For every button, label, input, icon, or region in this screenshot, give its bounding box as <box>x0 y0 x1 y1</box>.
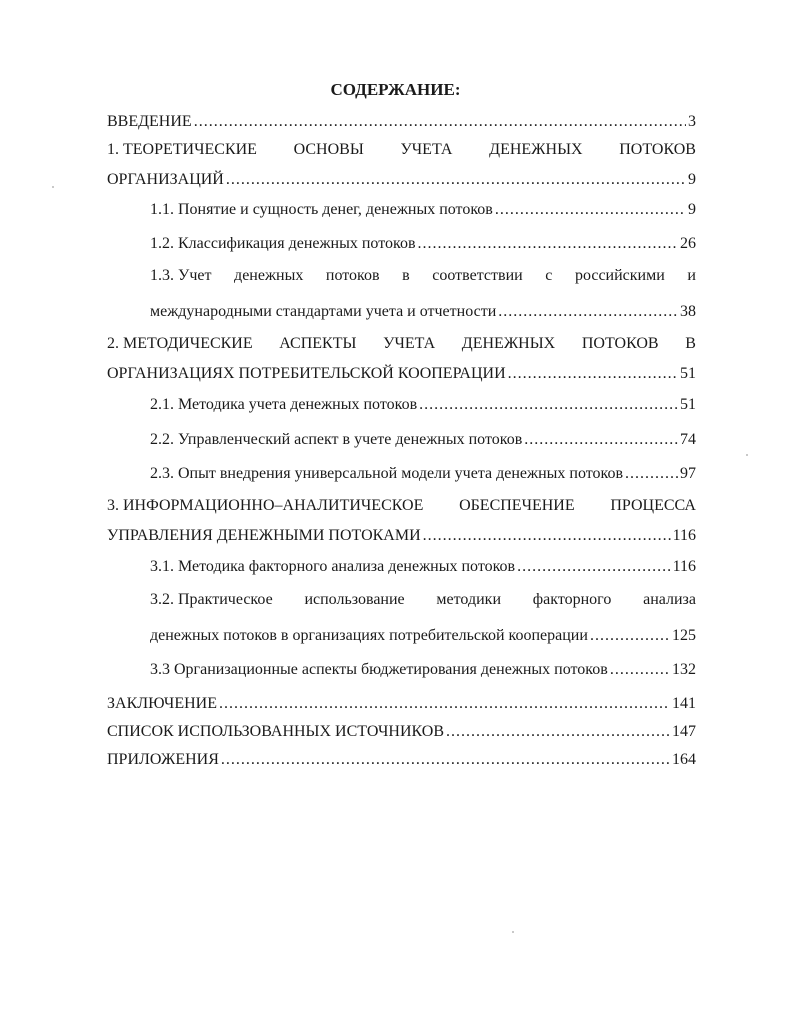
scan-speck <box>52 186 54 188</box>
page-number: 125 <box>672 627 696 644</box>
page-number: 51 <box>680 396 696 413</box>
toc-entry-3-2[interactable] <box>150 618 696 644</box>
dot-leader <box>419 397 678 413</box>
entry-text: 1.2. Классификация денежных потоков <box>150 235 416 252</box>
word: ДЕНЕЖНЫХ <box>461 335 556 352</box>
scan-speck <box>746 454 748 456</box>
dot-leader <box>498 304 678 320</box>
entry-text: международными стандартами учета и отчетности <box>150 303 497 320</box>
entry-text: денежных потоков в организациях потребительской кооперации <box>150 627 588 644</box>
entry-text: 2.2. Управленческий аспект в учете денежных потоков <box>150 431 523 448</box>
scan-speck <box>512 931 514 933</box>
dot-leader <box>517 559 670 575</box>
entry-text: УПРАВЛЕНИЯ ДЕНЕЖНЫМИ ПОТОКАМИ <box>107 527 421 544</box>
toc-entry-sources[interactable] <box>107 714 696 740</box>
page-number: 3 <box>688 113 696 130</box>
toc-entry-2-3[interactable] <box>150 456 696 482</box>
word: 3.2. Практическое <box>150 591 273 608</box>
toc-entry-appendix[interactable] <box>107 742 696 768</box>
entry-text: СПИСОК ИСПОЛЬЗОВАННЫХ ИСТОЧНИКОВ <box>107 723 445 740</box>
toc-entry-intro[interactable] <box>107 104 696 130</box>
page-number: 26 <box>680 235 696 252</box>
entry-text: 3.3 Организационные аспекты бюджетирования денежных потоков <box>150 661 608 678</box>
page-number: 116 <box>672 558 696 575</box>
word: УЧЕТА <box>400 141 453 158</box>
word: денежных <box>234 267 304 284</box>
dot-leader <box>418 236 679 252</box>
word: АСПЕКТЫ <box>279 335 357 352</box>
toc-entry-1-1[interactable] <box>150 192 696 218</box>
dot-leader <box>446 724 670 740</box>
entry-text: ОРГАНИЗАЦИЯХ ПОТРЕБИТЕЛЬСКОЙ КООПЕРАЦИИ <box>107 365 506 382</box>
toc-entry-ch3[interactable] <box>107 518 696 544</box>
toc-entry-ch2[interactable] <box>107 356 696 382</box>
word: ОСНОВЫ <box>293 141 364 158</box>
word: использование <box>304 591 405 608</box>
word: ПРОЦЕССА <box>610 497 696 514</box>
toc-entry-3-1[interactable] <box>150 549 696 575</box>
entry-text: 1.1. Понятие и сущность денег, денежных потоков <box>150 201 493 218</box>
dot-leader <box>508 366 678 382</box>
dot-leader <box>590 628 670 644</box>
word: и <box>687 267 696 284</box>
word: В <box>685 335 696 352</box>
word: в <box>402 267 410 284</box>
toc-entry-ch3-line1[interactable] <box>107 490 696 514</box>
word: ОБЕСПЕЧЕНИЕ <box>459 497 575 514</box>
toc-entry-3-2-line1[interactable] <box>150 584 696 608</box>
entry-text: 2.1. Методика учета денежных потоков <box>150 396 418 413</box>
page-number: 38 <box>680 303 696 320</box>
word: 3. ИНФОРМАЦИОННО–АНАЛИТИЧЕСКОЕ <box>107 497 424 514</box>
page-number: 97 <box>680 465 696 482</box>
dot-leader <box>219 696 670 712</box>
toc-entry-conclusion[interactable] <box>107 686 696 712</box>
dot-leader <box>524 432 678 448</box>
word: УЧЕТА <box>383 335 436 352</box>
toc-entry-ch1-line1[interactable] <box>107 134 696 158</box>
page-title: СОДЕРЖАНИЕ: <box>330 80 461 99</box>
word: 1.3. Учет <box>150 267 212 284</box>
word: ПОТОКОВ <box>581 335 659 352</box>
word: потоков <box>325 267 380 284</box>
toc-entry-ch2-line1[interactable] <box>107 328 696 352</box>
dot-leader <box>221 752 670 768</box>
toc-entry-3-3[interactable] <box>150 652 696 678</box>
dot-leader <box>423 528 671 544</box>
word: соответствии <box>432 267 523 284</box>
entry-text: 3.1. Методика факторного анализа денежных потоков <box>150 558 516 575</box>
dot-leader <box>194 114 686 130</box>
page-number: 9 <box>688 171 696 188</box>
entry-text: ОРГАНИЗАЦИЙ <box>107 171 224 188</box>
word: факторного <box>532 591 612 608</box>
toc-entry-1-3[interactable] <box>150 294 696 320</box>
dot-leader <box>625 466 678 482</box>
page-number: 116 <box>672 527 696 544</box>
dot-leader <box>610 662 670 678</box>
dot-leader <box>495 202 686 218</box>
toc-entry-2-1[interactable] <box>150 387 696 413</box>
page-number: 164 <box>672 751 696 768</box>
entry-text: ЗАКЛЮЧЕНИЕ <box>107 695 217 712</box>
toc-entry-1-3-line1[interactable] <box>150 260 696 284</box>
page-number: 51 <box>680 365 696 382</box>
page-number: 141 <box>672 695 696 712</box>
entry-text: ПРИЛОЖЕНИЯ <box>107 751 219 768</box>
page-number: 147 <box>672 723 696 740</box>
word: 1. ТЕОРЕТИЧЕСКИЕ <box>107 141 257 158</box>
page-number: 9 <box>688 201 696 218</box>
word: ПОТОКОВ <box>619 141 696 158</box>
toc-entry-1-2[interactable] <box>150 226 696 252</box>
word: с <box>545 267 553 284</box>
toc-entry-ch1[interactable] <box>107 162 696 188</box>
toc-entry-2-2[interactable] <box>150 422 696 448</box>
entry-text: 2.3. Опыт внедрения универсальной модели учета денежных потоков <box>150 465 624 482</box>
word: 2. МЕТОДИЧЕСКИЕ <box>107 335 253 352</box>
dot-leader <box>226 172 686 188</box>
word: анализа <box>643 591 696 608</box>
page-number: 74 <box>680 431 696 448</box>
word: ДЕНЕЖНЫХ <box>489 141 583 158</box>
word: методики <box>436 591 502 608</box>
page-number: 132 <box>672 661 696 678</box>
word: российскими <box>574 267 665 284</box>
entry-text: ВВЕДЕНИЕ <box>107 113 192 130</box>
